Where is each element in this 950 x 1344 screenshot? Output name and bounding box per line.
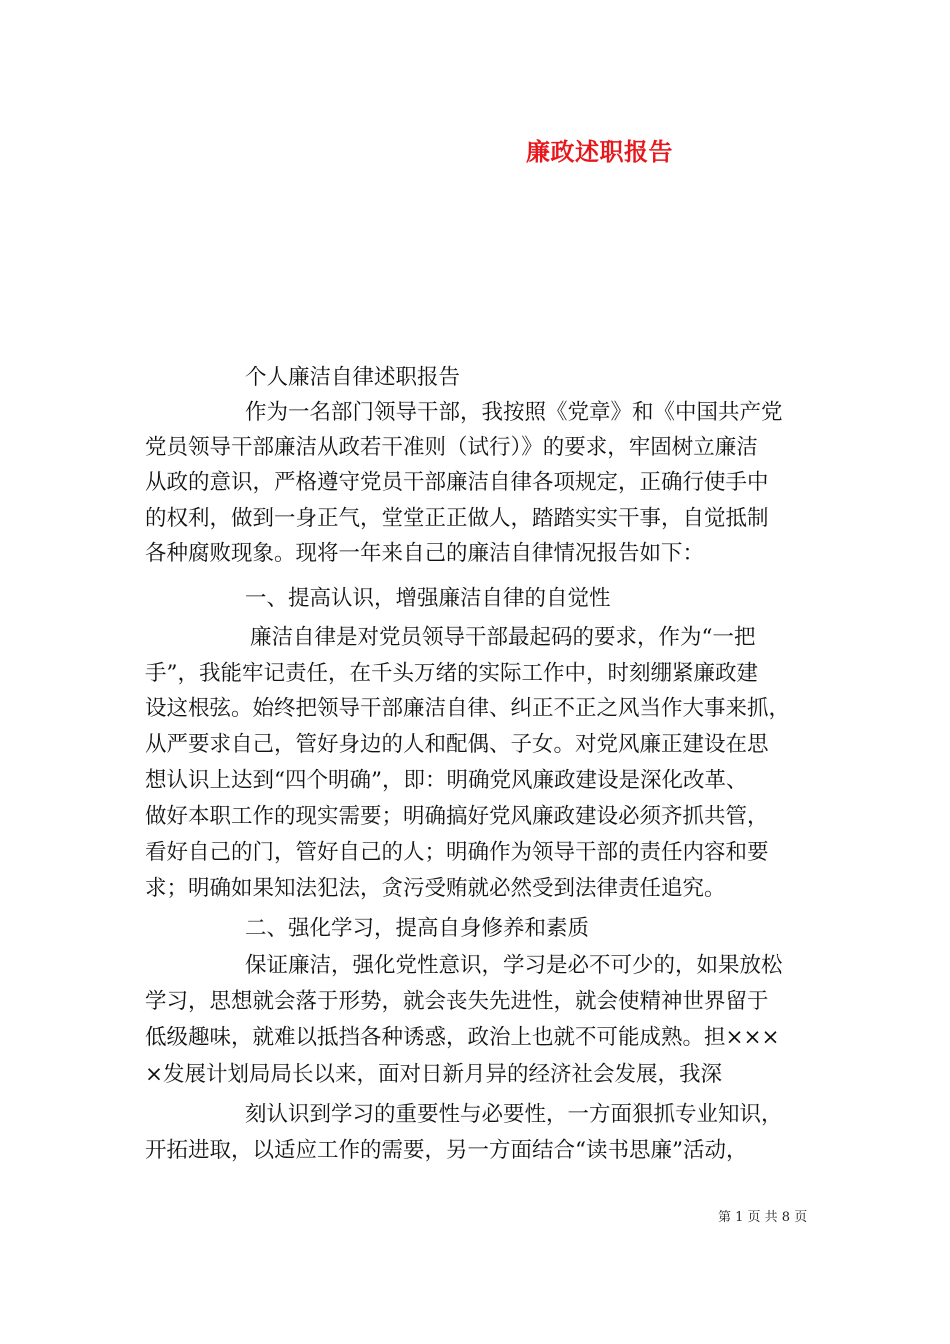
paragraph-line: 手”，我能牢记责任，在千头万绪的实际工作中，时刻绷紧廉政建	[145, 661, 758, 686]
section-heading: 一、提高认识，增强廉洁自律的自觉性	[245, 586, 611, 611]
page-number-footer: 第 1 页 共 8 页	[718, 1210, 808, 1225]
paragraph-line: 廉洁自律是对党员领导干部最起码的要求，作为“一把	[250, 625, 756, 650]
paragraph-line: 开拓进取，以适应工作的需要，另一方面结合“读书思廉”活动，	[145, 1138, 748, 1163]
paragraph-line: 从政的意识，严格遵守党员干部廉洁自律各项规定，正确行使手中	[145, 470, 769, 495]
paragraph-line: ×发展计划局局长以来，面对日新月异的经济社会发展，我深	[145, 1062, 723, 1087]
paragraph-line: 从严要求自己，管好身边的人和配偶、子女。对党风廉正建设在思	[145, 732, 769, 757]
paragraph-line: 做好本职工作的现实需要；明确搞好党风廉政建设必须齐抓共管，	[145, 804, 769, 829]
paragraph-line: 想认识上达到“四个明确”，即：明确党风廉政建设是深化改革、	[145, 768, 748, 793]
paragraph-line: 求；明确如果知法犯法，贪污受贿就必然受到法律责任追究。	[145, 876, 726, 901]
document-title: 廉政述职报告	[526, 137, 673, 166]
paragraph-line: 学习，思想就会落于形势，就会丧失先进性，就会使精神世界留于	[145, 989, 769, 1014]
paragraph-line: 各种腐败现象。现将一年来自己的廉洁自律情况报告如下：	[145, 541, 705, 566]
paragraph-line: 党员领导干部廉洁从政若干准则（试行）》的要求，牢固树立廉洁	[145, 435, 758, 460]
paragraph-line: 作为一名部门领导干部，我按照《党章》和《中国共产党	[245, 400, 783, 425]
paragraph-line: 刻认识到学习的重要性与必要性，一方面狠抓专业知识，	[245, 1102, 783, 1127]
report-subtitle: 个人廉洁自律述职报告	[245, 365, 461, 390]
paragraph-line: 看好自己的门，管好自己的人；明确作为领导干部的责任内容和要	[145, 840, 769, 865]
paragraph-line: 保证廉洁，强化党性意识，学习是必不可少的，如果放松	[245, 953, 783, 978]
paragraph-line: 低级趣味，就难以抵挡各种诱惑，政治上也就不可能成熟。担×××	[145, 1025, 780, 1050]
paragraph-line: 设这根弦。始终把领导干部廉洁自律、纠正不正之风当作大事来抓，	[145, 696, 791, 721]
section-heading: 二、强化学习，提高自身修养和素质	[245, 916, 590, 941]
paragraph-line: 的权利，做到一身正气，堂堂正正做人，踏踏实实干事，自觉抵制	[145, 506, 769, 531]
